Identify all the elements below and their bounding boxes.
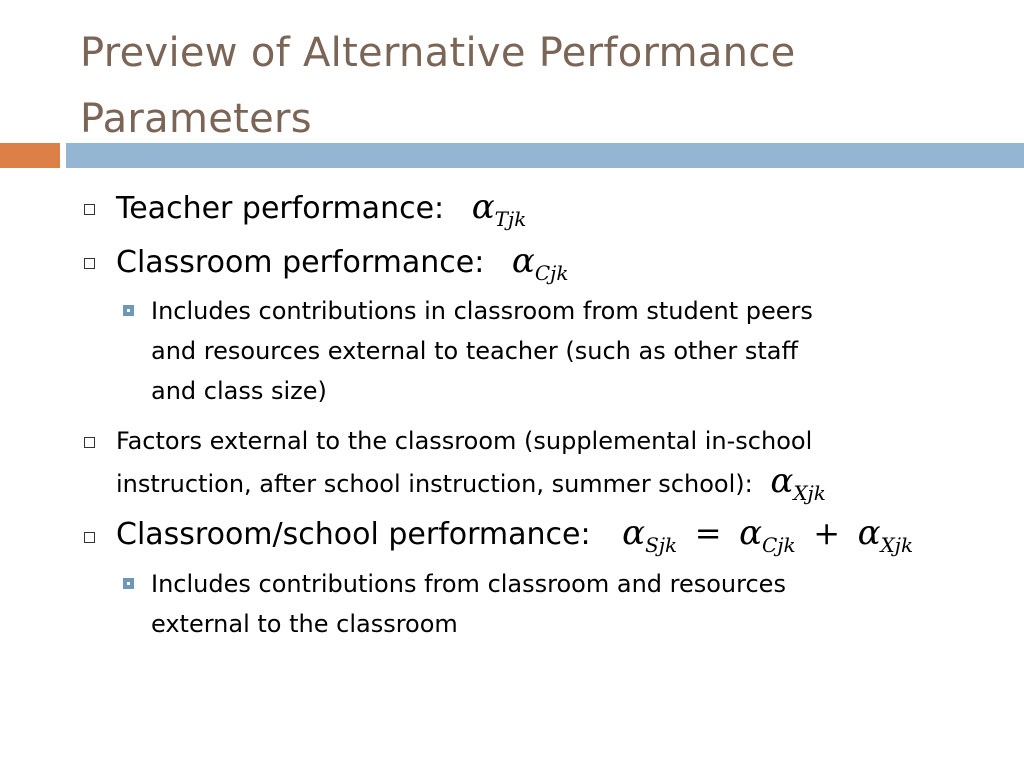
alpha-tjk-formula: $\alpha_{Tjk}$ (471, 187, 527, 231)
sub-bullet-classroom-resources: Includes contributions from classroom and resources external to the classroom (151, 570, 786, 638)
bullet-text: Classroom/school performance: (116, 517, 591, 552)
bullet-text: Teacher performance: (116, 191, 445, 226)
bullet-external-factors: Factors external to the classroom (supplemental in-school instruction, after school instruction, summer school): $\alpha_{Xjk}$ (116, 427, 826, 505)
bullet-text: Classroom performance: (116, 245, 485, 280)
alpha-xjk-formula: $\alpha_{Xjk}$ (770, 461, 826, 505)
slide-title: Preview of Alternative Performance Parameters (80, 30, 796, 142)
bullet-teacher-performance (116, 187, 526, 231)
sub-bullet-square-icon (123, 578, 134, 589)
bullet-classroom-school-performance (116, 513, 913, 557)
bullet-square-icon (84, 204, 95, 215)
bullet-classroom-performance (116, 241, 568, 285)
bullet-square-icon (84, 437, 95, 448)
sub-bullet-classroom-contributions: Includes contributions in classroom from student peers and resources external to teacher (such as other staff and class size) (151, 297, 813, 405)
alpha-cjk-formula: $\alpha_{Cjk}$ (511, 241, 569, 285)
bullet-square-icon (84, 532, 95, 543)
bullet-square-icon (84, 258, 95, 269)
sub-bullet-square-icon (123, 305, 134, 316)
alpha-sjk-equation: $\alpha_{Sjk} = \alpha_{Cjk} + \alpha_{Xjk}$ (622, 513, 914, 557)
